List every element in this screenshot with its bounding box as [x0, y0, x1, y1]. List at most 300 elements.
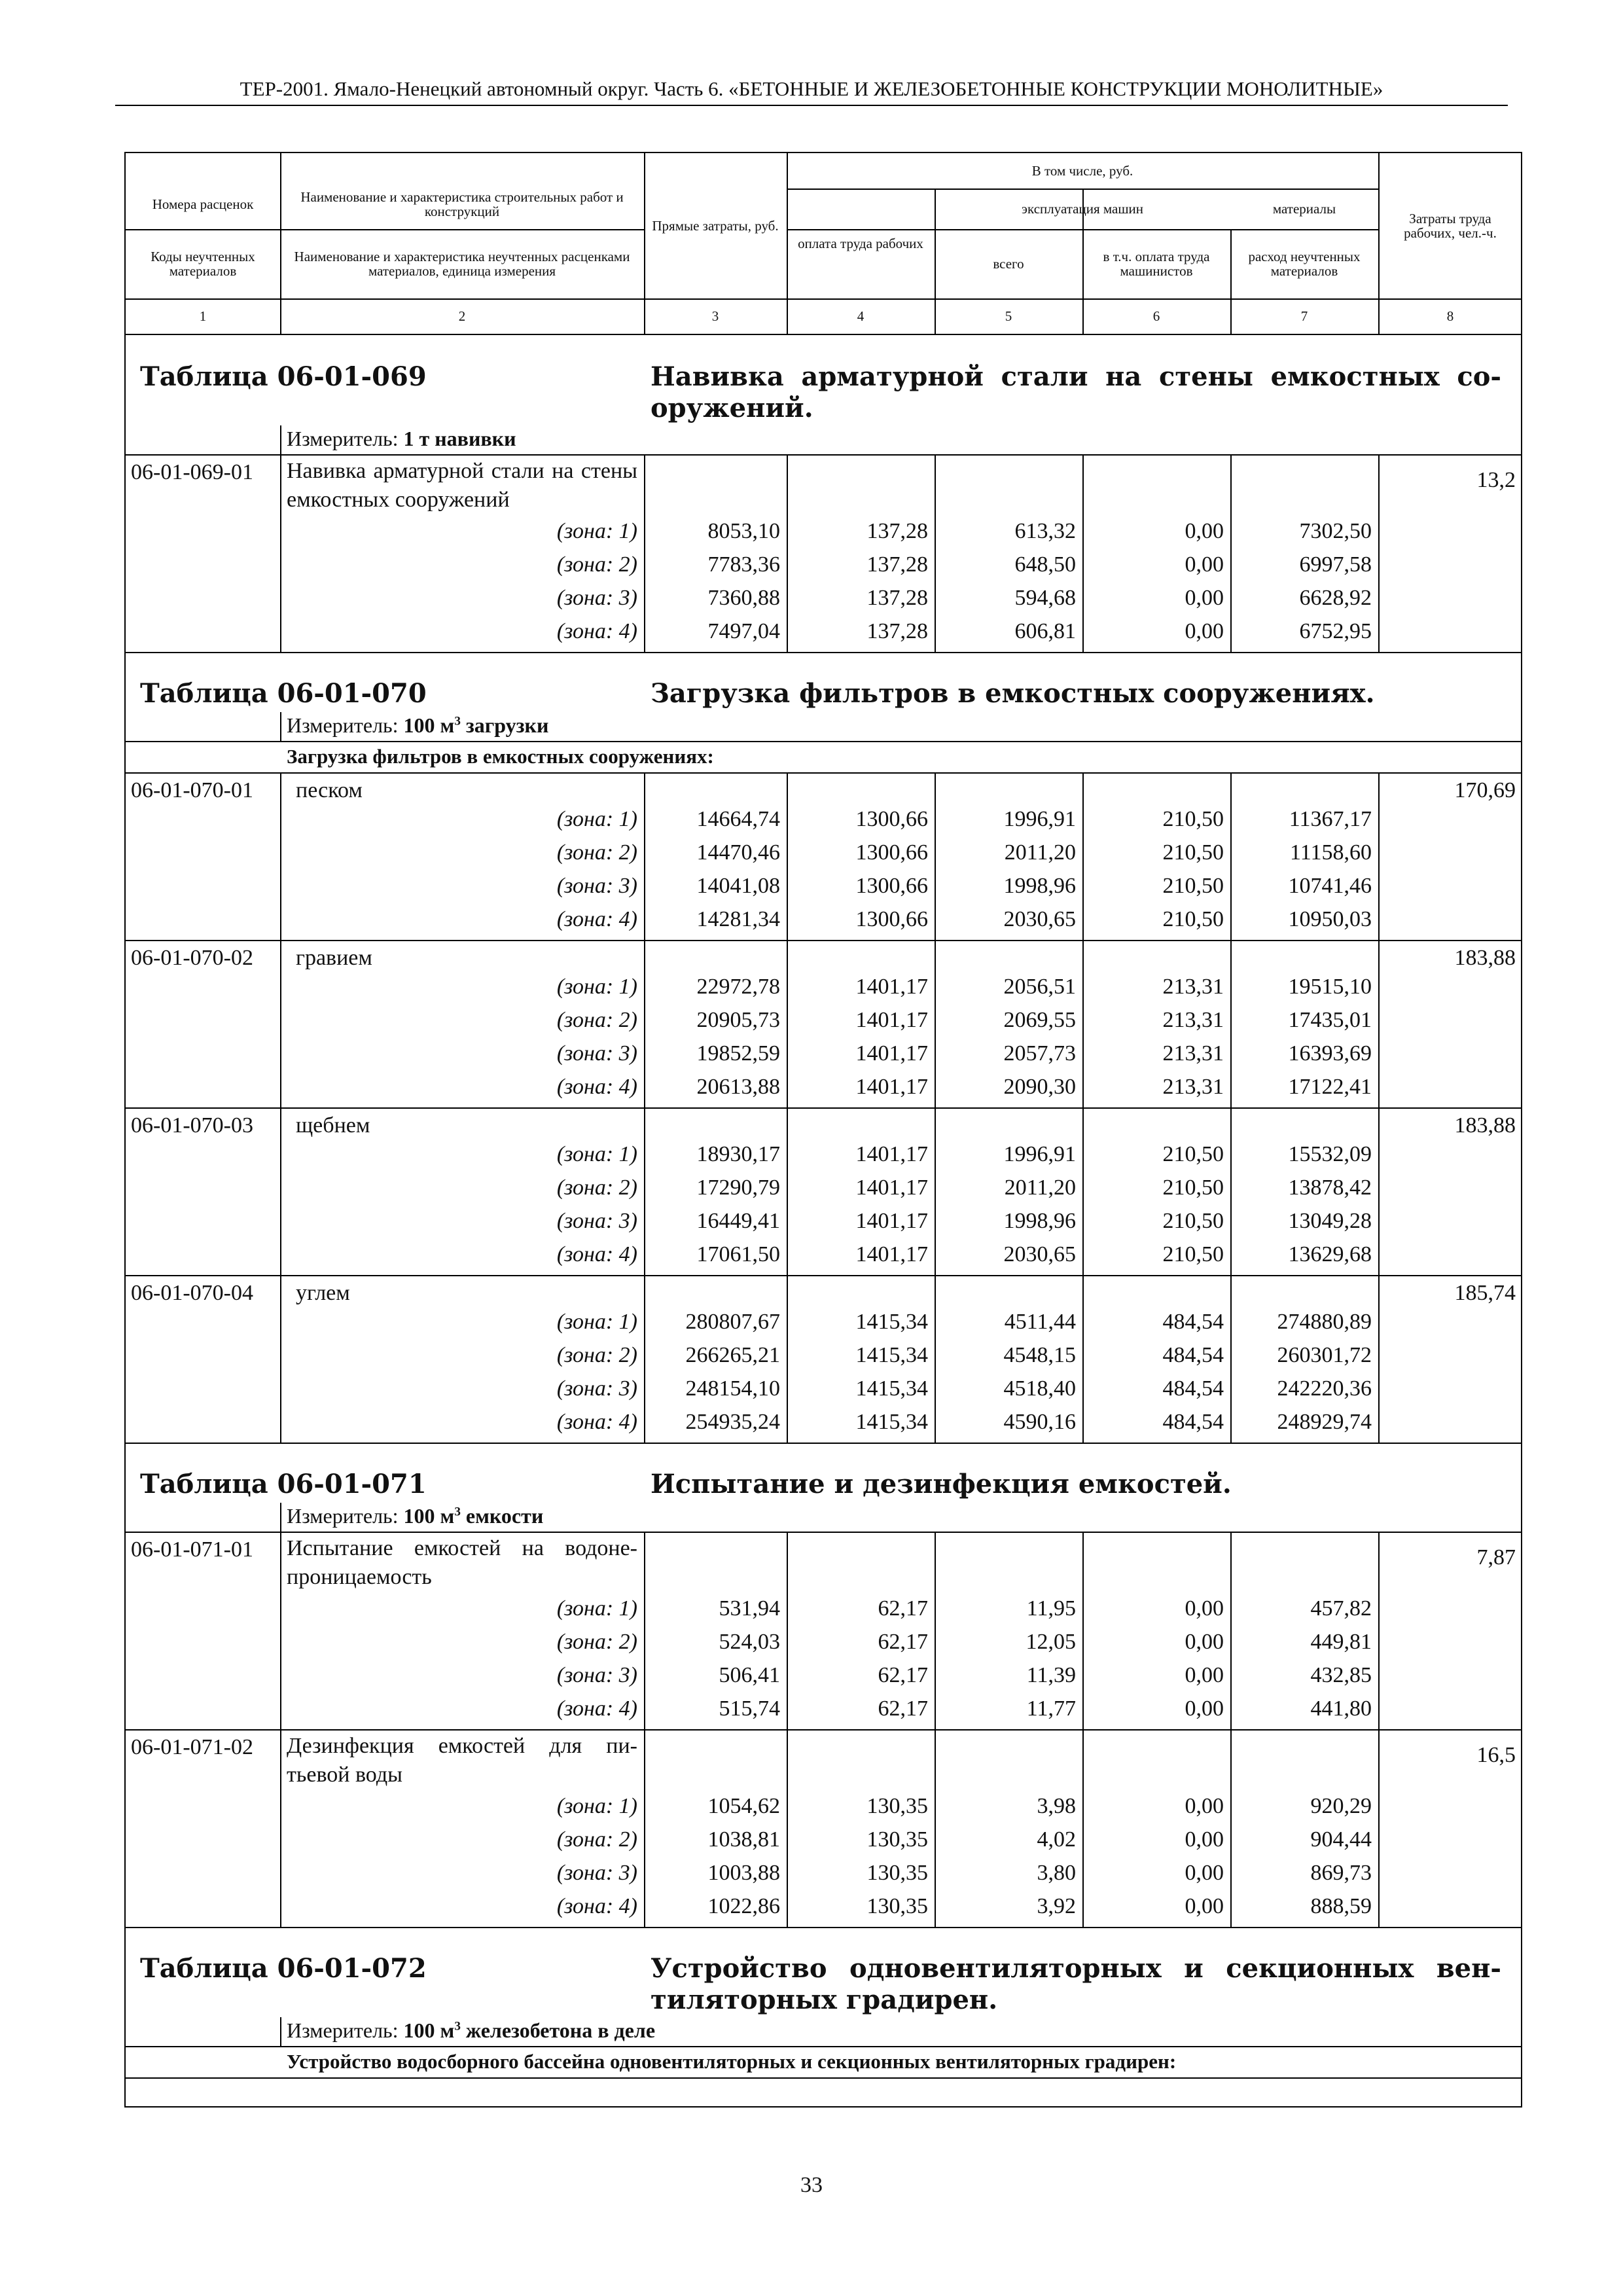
rate-code: 06-01-070-04 [131, 1281, 253, 1305]
measure-tail: емкости [460, 1504, 544, 1528]
direct-cost: 1022,86 [707, 1894, 780, 1918]
direct-cost: 14281,34 [696, 907, 780, 931]
column-divider [1230, 1729, 1232, 1927]
header-column-number: 7 [1300, 308, 1308, 324]
machinist-pay: 213,31 [1162, 975, 1224, 999]
worker-pay: 62,17 [878, 1596, 928, 1621]
header-machine-total: всего [993, 256, 1024, 272]
column-divider [1082, 454, 1084, 652]
rate-code: 06-01-069-01 [131, 460, 253, 484]
column-divider [644, 772, 645, 940]
table-title: Загрузка фильтров в емкостных сооружениях. [651, 678, 1375, 709]
zone-label: (зона: 4) [556, 1410, 637, 1434]
measure-value: 100 м [403, 1504, 455, 1528]
worker-pay: 137,28 [866, 586, 928, 610]
measure-unit [404, 713, 549, 737]
measure-unit [404, 427, 516, 450]
worker-pay: 1401,17 [855, 1142, 928, 1166]
direct-cost: 16449,41 [696, 1209, 780, 1233]
worker-pay: 62,17 [878, 1663, 928, 1687]
materials-cost: 13629,68 [1288, 1242, 1372, 1266]
machinist-pay: 0,00 [1185, 1696, 1224, 1721]
machine-total: 1998,96 [1003, 1209, 1076, 1233]
column-divider [1378, 454, 1380, 652]
direct-cost: 17290,79 [696, 1175, 780, 1200]
column-divider [935, 940, 936, 1107]
worker-pay: 1401,17 [855, 1242, 928, 1266]
materials-cost: 6997,58 [1299, 552, 1372, 577]
column-divider [1230, 940, 1232, 1107]
measure-value: 100 м [403, 2018, 455, 2042]
machine-total: 12,05 [1026, 1630, 1076, 1654]
rate-code: 06-01-070-01 [131, 778, 253, 802]
zone-label: (зона: 2) [556, 1630, 637, 1654]
machinist-pay: 0,00 [1185, 1663, 1224, 1687]
labor-cost: 7,87 [1476, 1545, 1516, 1570]
header-unaccounted-materials: расход неучтенных материалов [1248, 249, 1361, 279]
page-number: 33 [800, 2173, 823, 2197]
work-name: Испытание емкостей на водоне-проницаемость [287, 1536, 637, 1589]
materials-cost: 449,81 [1310, 1630, 1372, 1654]
direct-cost: 248154,10 [685, 1376, 780, 1401]
worker-pay: 130,35 [866, 1827, 928, 1852]
zone-label: (зона: 2) [556, 552, 637, 577]
table-code: Таблица 06-01-071 [140, 1469, 427, 1499]
zone-label: (зона: 4) [556, 1696, 637, 1721]
materials-cost: 11367,17 [1289, 807, 1372, 831]
header-column-number: 8 [1446, 308, 1454, 324]
row-divider [126, 1532, 1522, 1533]
header-including: В том числе, руб. [1031, 163, 1133, 179]
row-divider [126, 1927, 1522, 1928]
direct-cost: 1054,62 [707, 1794, 780, 1818]
table-code: Таблица 06-01-072 [140, 1953, 427, 1984]
table-measure [287, 1503, 941, 1529]
worker-pay: 1415,34 [855, 1410, 928, 1434]
worker-pay: 137,28 [866, 619, 928, 643]
column-divider [1230, 772, 1232, 940]
header-material-name: Наименование и характеристика неучтенных расценками материалов, единица измерения [294, 249, 630, 279]
zone-label: (зона: 3) [556, 1041, 637, 1066]
machinist-pay: 0,00 [1185, 1827, 1224, 1852]
column-divider [787, 1729, 788, 1927]
column-divider [1378, 1729, 1380, 1927]
direct-cost: 14664,74 [696, 807, 780, 831]
machinist-pay: 210,50 [1162, 840, 1224, 865]
materials-cost: 432,85 [1310, 1663, 1372, 1687]
machinist-pay: 0,00 [1185, 552, 1224, 577]
measure-label: Измеритель: [287, 713, 399, 737]
header-column-number: 4 [857, 308, 865, 324]
rate-code: 06-01-071-02 [131, 1735, 253, 1759]
rate-code: 06-01-070-03 [131, 1113, 253, 1138]
machinist-pay: 210,50 [1162, 874, 1224, 898]
worker-pay: 130,35 [866, 1861, 928, 1885]
materials-cost: 6752,95 [1299, 619, 1372, 643]
worker-pay: 1401,17 [855, 975, 928, 999]
zone-label: (зона: 2) [556, 840, 637, 865]
machinist-pay: 210,50 [1162, 1142, 1224, 1166]
zone-label: (зона: 4) [556, 1242, 637, 1266]
materials-cost: 16393,69 [1288, 1041, 1372, 1066]
column-divider [787, 1107, 788, 1275]
zone-label: (зона: 2) [556, 1827, 637, 1852]
materials-cost: 15532,09 [1288, 1142, 1372, 1166]
table-measure [287, 712, 941, 738]
machine-total: 11,95 [1026, 1596, 1076, 1621]
machinist-pay: 213,31 [1162, 1041, 1224, 1066]
work-name: песком [296, 778, 363, 802]
worker-pay: 130,35 [866, 1894, 928, 1918]
table-title: Навивка арматурной стали на стены емкостных со-оружений. [651, 361, 1501, 423]
table-subtitle: Загрузка фильтров в емкостных сооружениях: [287, 745, 714, 768]
column-divider [644, 454, 645, 652]
table-subtitle: Устройство водосборного бассейна одновентиляторных и секционных вентиляторных градирен: [287, 2050, 1177, 2073]
column-divider [1378, 1532, 1380, 1729]
machinist-pay: 0,00 [1185, 519, 1224, 543]
machine-total: 4,02 [1037, 1827, 1076, 1852]
machine-total: 3,80 [1037, 1861, 1076, 1885]
machinist-pay: 0,00 [1185, 1596, 1224, 1621]
zone-label: (зона: 1) [556, 1142, 637, 1166]
column-divider [644, 940, 645, 1107]
machine-total: 606,81 [1014, 619, 1076, 643]
worker-pay: 1415,34 [855, 1343, 928, 1367]
rate-table [124, 152, 1522, 2108]
materials-cost: 274880,89 [1277, 1310, 1372, 1334]
work-name: гравием [296, 946, 372, 970]
row-divider [126, 454, 1522, 456]
machine-total: 2030,65 [1003, 1242, 1076, 1266]
worker-pay: 1300,66 [855, 840, 928, 865]
materials-cost: 457,82 [1310, 1596, 1372, 1621]
table-title: Испытание и дезинфекция емкостей. [651, 1469, 1232, 1499]
materials-cost: 11158,60 [1290, 840, 1372, 865]
column-divider [1230, 1107, 1232, 1275]
column-divider [787, 772, 788, 940]
direct-cost: 524,03 [719, 1630, 780, 1654]
column-divider [787, 454, 788, 652]
work-name: щебнем [296, 1113, 370, 1138]
row-divider [126, 2046, 1522, 2047]
machine-total: 4590,16 [1003, 1410, 1076, 1434]
worker-pay: 1401,17 [855, 1175, 928, 1200]
row-divider [126, 2077, 1522, 2079]
direct-cost: 17061,50 [696, 1242, 780, 1266]
materials-cost: 17122,41 [1288, 1075, 1372, 1099]
machine-total: 4518,40 [1003, 1376, 1076, 1401]
header-rate-numbers: Номера расценок [152, 196, 254, 212]
direct-cost: 280807,67 [685, 1310, 780, 1334]
direct-cost: 8053,10 [707, 519, 780, 543]
labor-cost: 13,2 [1476, 468, 1516, 492]
labor-cost: 170,69 [1454, 778, 1516, 802]
machinist-pay: 484,54 [1162, 1410, 1224, 1434]
table-title: Устройство одновентиляторных и секционных вен-тиляторных градирен. [651, 1953, 1501, 2015]
column-divider [1230, 1275, 1232, 1443]
column-divider [787, 1275, 788, 1443]
materials-cost: 17435,01 [1288, 1008, 1372, 1032]
direct-cost: 515,74 [719, 1696, 780, 1721]
zone-label: (зона: 3) [556, 1663, 637, 1687]
worker-pay: 62,17 [878, 1630, 928, 1654]
row-divider [126, 1107, 1522, 1109]
direct-cost: 1003,88 [707, 1861, 780, 1885]
machine-total: 4511,44 [1004, 1310, 1076, 1334]
machine-total: 11,39 [1026, 1663, 1076, 1687]
column-divider [644, 1275, 645, 1443]
measure-unit [404, 2018, 656, 2042]
row-divider [126, 334, 1522, 335]
row-divider [126, 652, 1522, 653]
zone-label: (зона: 1) [556, 519, 637, 543]
measure-unit [404, 1504, 544, 1528]
column-divider [935, 1107, 936, 1275]
header-materials: материалы [1272, 201, 1336, 217]
machinist-pay: 0,00 [1185, 1861, 1224, 1885]
measure-superscript: 3 [454, 714, 461, 728]
machinist-pay: 0,00 [1185, 619, 1224, 643]
worker-pay: 1415,34 [855, 1376, 928, 1401]
materials-cost: 888,59 [1310, 1894, 1372, 1918]
machinist-pay: 0,00 [1185, 1794, 1224, 1818]
measure-divider [280, 425, 281, 454]
direct-cost: 1038,81 [707, 1827, 780, 1852]
row-divider [126, 940, 1522, 941]
header-column-number: 1 [199, 308, 207, 324]
direct-cost: 254935,24 [685, 1410, 780, 1434]
column-divider [1230, 1532, 1232, 1729]
direct-cost: 506,41 [719, 1663, 780, 1687]
header-machine-operation: эксплуатация машин [1022, 201, 1143, 217]
header-column-number: 2 [458, 308, 466, 324]
direct-cost: 7360,88 [707, 586, 780, 610]
measure-tail: железобетона в деле [460, 2018, 656, 2042]
column-divider [1082, 772, 1084, 940]
column-divider [787, 940, 788, 1107]
machine-total: 2057,73 [1003, 1041, 1076, 1066]
column-divider [1082, 1107, 1084, 1275]
machinist-pay: 0,00 [1185, 1630, 1224, 1654]
column-divider [935, 1532, 936, 1729]
materials-cost: 10741,46 [1288, 874, 1372, 898]
column-divider [787, 1532, 788, 1729]
machinist-pay: 210,50 [1162, 1242, 1224, 1266]
machine-total: 3,92 [1037, 1894, 1076, 1918]
machinist-pay: 213,31 [1162, 1075, 1224, 1099]
worker-pay: 1401,17 [855, 1209, 928, 1233]
measure-label: Измеритель: [287, 427, 399, 450]
worker-pay: 1300,66 [855, 807, 928, 831]
header-column-number: 3 [711, 308, 719, 324]
measure-divider [280, 712, 281, 741]
column-divider [280, 1275, 281, 1443]
machine-total: 2056,51 [1003, 975, 1076, 999]
materials-cost: 920,29 [1310, 1794, 1372, 1818]
zone-label: (зона: 4) [556, 1075, 637, 1099]
machine-total: 1996,91 [1003, 1142, 1076, 1166]
row-divider [126, 1443, 1522, 1444]
zone-label: (зона: 2) [556, 1175, 637, 1200]
table-code: Таблица 06-01-069 [140, 361, 427, 392]
column-divider [280, 1107, 281, 1275]
labor-cost: 183,88 [1454, 946, 1516, 970]
zone-label: (зона: 1) [556, 1794, 637, 1818]
materials-cost: 260301,72 [1277, 1343, 1372, 1367]
materials-cost: 242220,36 [1277, 1376, 1372, 1401]
machinist-pay: 210,50 [1162, 1175, 1224, 1200]
column-divider [1082, 940, 1084, 1107]
machine-total: 613,32 [1014, 519, 1076, 543]
worker-pay: 62,17 [878, 1696, 928, 1721]
machine-total: 3,98 [1037, 1794, 1076, 1818]
materials-cost: 248929,74 [1277, 1410, 1372, 1434]
direct-cost: 7783,36 [707, 552, 780, 577]
machinist-pay: 213,31 [1162, 1008, 1224, 1032]
machine-total: 648,50 [1014, 552, 1076, 577]
zone-label: (зона: 3) [556, 874, 637, 898]
machine-total: 2011,20 [1004, 840, 1076, 865]
machine-total: 2030,65 [1003, 907, 1076, 931]
machinist-pay: 210,50 [1162, 807, 1224, 831]
machine-total: 2069,55 [1003, 1008, 1076, 1032]
machinist-pay: 0,00 [1185, 1894, 1224, 1918]
direct-cost: 7497,04 [707, 619, 780, 643]
zone-label: (зона: 4) [556, 907, 637, 931]
column-divider [644, 1729, 645, 1927]
measure-divider [280, 2017, 281, 2046]
zone-label: (зона: 2) [556, 1008, 637, 1032]
measure-divider [280, 1503, 281, 1532]
direct-cost: 14041,08 [696, 874, 780, 898]
table-measure [287, 2017, 941, 2043]
worker-pay: 1300,66 [855, 907, 928, 931]
column-divider [1378, 772, 1380, 940]
measure-value: 100 м [403, 713, 455, 737]
measure-superscript: 3 [454, 2019, 461, 2034]
header-worker-pay: оплата труда рабочих [798, 236, 923, 251]
worker-pay: 1415,34 [855, 1310, 928, 1334]
column-divider [644, 1532, 645, 1729]
materials-cost: 869,73 [1310, 1861, 1372, 1885]
rate-code: 06-01-070-02 [131, 946, 253, 970]
measure-label: Измеритель: [287, 2018, 399, 2042]
worker-pay: 1401,17 [855, 1008, 928, 1032]
column-divider [1378, 940, 1380, 1107]
labor-cost: 16,5 [1476, 1743, 1516, 1767]
worker-pay: 1300,66 [855, 874, 928, 898]
header-column-number: 5 [1005, 308, 1012, 324]
labor-cost: 183,88 [1454, 1113, 1516, 1138]
measure-label: Измеритель: [287, 1504, 399, 1528]
machine-total: 11,77 [1026, 1696, 1076, 1721]
zone-label: (зона: 3) [556, 1861, 637, 1885]
work-name: Навивка арматурной стали на стены емкостных сооружений [287, 459, 637, 512]
column-divider [1082, 1729, 1084, 1927]
header-material-codes: Коды неучтенных материалов [151, 249, 255, 279]
column-divider [935, 772, 936, 940]
column-divider [280, 1532, 281, 1729]
column-divider [280, 940, 281, 1107]
zone-label: (зона: 1) [556, 975, 637, 999]
materials-cost: 10950,03 [1288, 907, 1372, 931]
row-divider [126, 741, 1522, 742]
header-work-name: Наименование и характеристика строительных работ и конструкций [300, 189, 624, 219]
machinist-pay: 484,54 [1162, 1343, 1224, 1367]
machine-total: 1998,96 [1003, 874, 1076, 898]
work-name: углем [296, 1281, 350, 1305]
column-divider [280, 772, 281, 940]
machinist-pay: 0,00 [1185, 586, 1224, 610]
machine-total: 2090,30 [1003, 1075, 1076, 1099]
zone-label: (зона: 1) [556, 807, 637, 831]
zone-label: (зона: 1) [556, 1596, 637, 1621]
column-divider [280, 1729, 281, 1927]
direct-cost: 18930,17 [696, 1142, 780, 1166]
column-divider [935, 454, 936, 652]
materials-cost: 904,44 [1310, 1827, 1372, 1852]
header-column-number: 6 [1152, 308, 1160, 324]
measure-tail: загрузки [460, 713, 549, 737]
column-divider [1082, 1532, 1084, 1729]
zone-label: (зона: 3) [556, 586, 637, 610]
direct-cost: 531,94 [719, 1596, 780, 1621]
column-divider [280, 454, 281, 652]
header-machinist-pay: в т.ч. оплата труда машинистов [1103, 249, 1210, 279]
machinist-pay: 210,50 [1162, 1209, 1224, 1233]
column-divider [935, 1275, 936, 1443]
materials-cost: 441,80 [1310, 1696, 1372, 1721]
materials-cost: 6628,92 [1299, 586, 1372, 610]
materials-cost: 13878,42 [1288, 1175, 1372, 1200]
zone-label: (зона: 1) [556, 1310, 637, 1334]
column-divider [644, 1107, 645, 1275]
labor-cost: 185,74 [1454, 1281, 1516, 1305]
machinist-pay: 484,54 [1162, 1376, 1224, 1401]
worker-pay: 137,28 [866, 552, 928, 577]
header-labor-cost: Затраты труда рабочих, чел.-ч. [1404, 211, 1497, 241]
direct-cost: 266265,21 [685, 1343, 780, 1367]
materials-cost: 13049,28 [1288, 1209, 1372, 1233]
column-divider [935, 1729, 936, 1927]
measure-value: 1 т навивки [403, 427, 516, 450]
machinist-pay: 484,54 [1162, 1310, 1224, 1334]
running-head: ТЕР-2001. Ямало-Ненецкий автономный округ. Часть 6. «БЕТОННЫЕ И ЖЕЛЕЗОБЕТОННЫЕ КОНСТРУКЦИИ МОНОЛИТНЫЕ» [115, 76, 1508, 106]
direct-cost: 22972,78 [696, 975, 780, 999]
materials-cost: 19515,10 [1288, 975, 1372, 999]
worker-pay: 1401,17 [855, 1041, 928, 1066]
measure-superscript: 3 [454, 1505, 461, 1519]
work-name: Дезинфекция емкостей для пи-тьевой воды [287, 1734, 637, 1787]
rate-code: 06-01-071-01 [131, 1537, 253, 1562]
direct-cost: 14470,46 [696, 840, 780, 865]
direct-cost: 20905,73 [696, 1008, 780, 1032]
materials-cost: 7302,50 [1299, 519, 1372, 543]
machine-total: 594,68 [1014, 586, 1076, 610]
table-measure [287, 425, 941, 452]
worker-pay: 137,28 [866, 519, 928, 543]
row-divider [126, 1275, 1522, 1276]
column-divider [1378, 1107, 1380, 1275]
zone-label: (зона: 4) [556, 619, 637, 643]
worker-pay: 1401,17 [855, 1075, 928, 1099]
direct-cost: 19852,59 [696, 1041, 780, 1066]
zone-label: (зона: 3) [556, 1209, 637, 1233]
row-divider [126, 1729, 1522, 1731]
machinist-pay: 210,50 [1162, 907, 1224, 931]
header-direct-costs: Прямые затраты, руб. [652, 218, 779, 234]
column-divider [1230, 454, 1232, 652]
